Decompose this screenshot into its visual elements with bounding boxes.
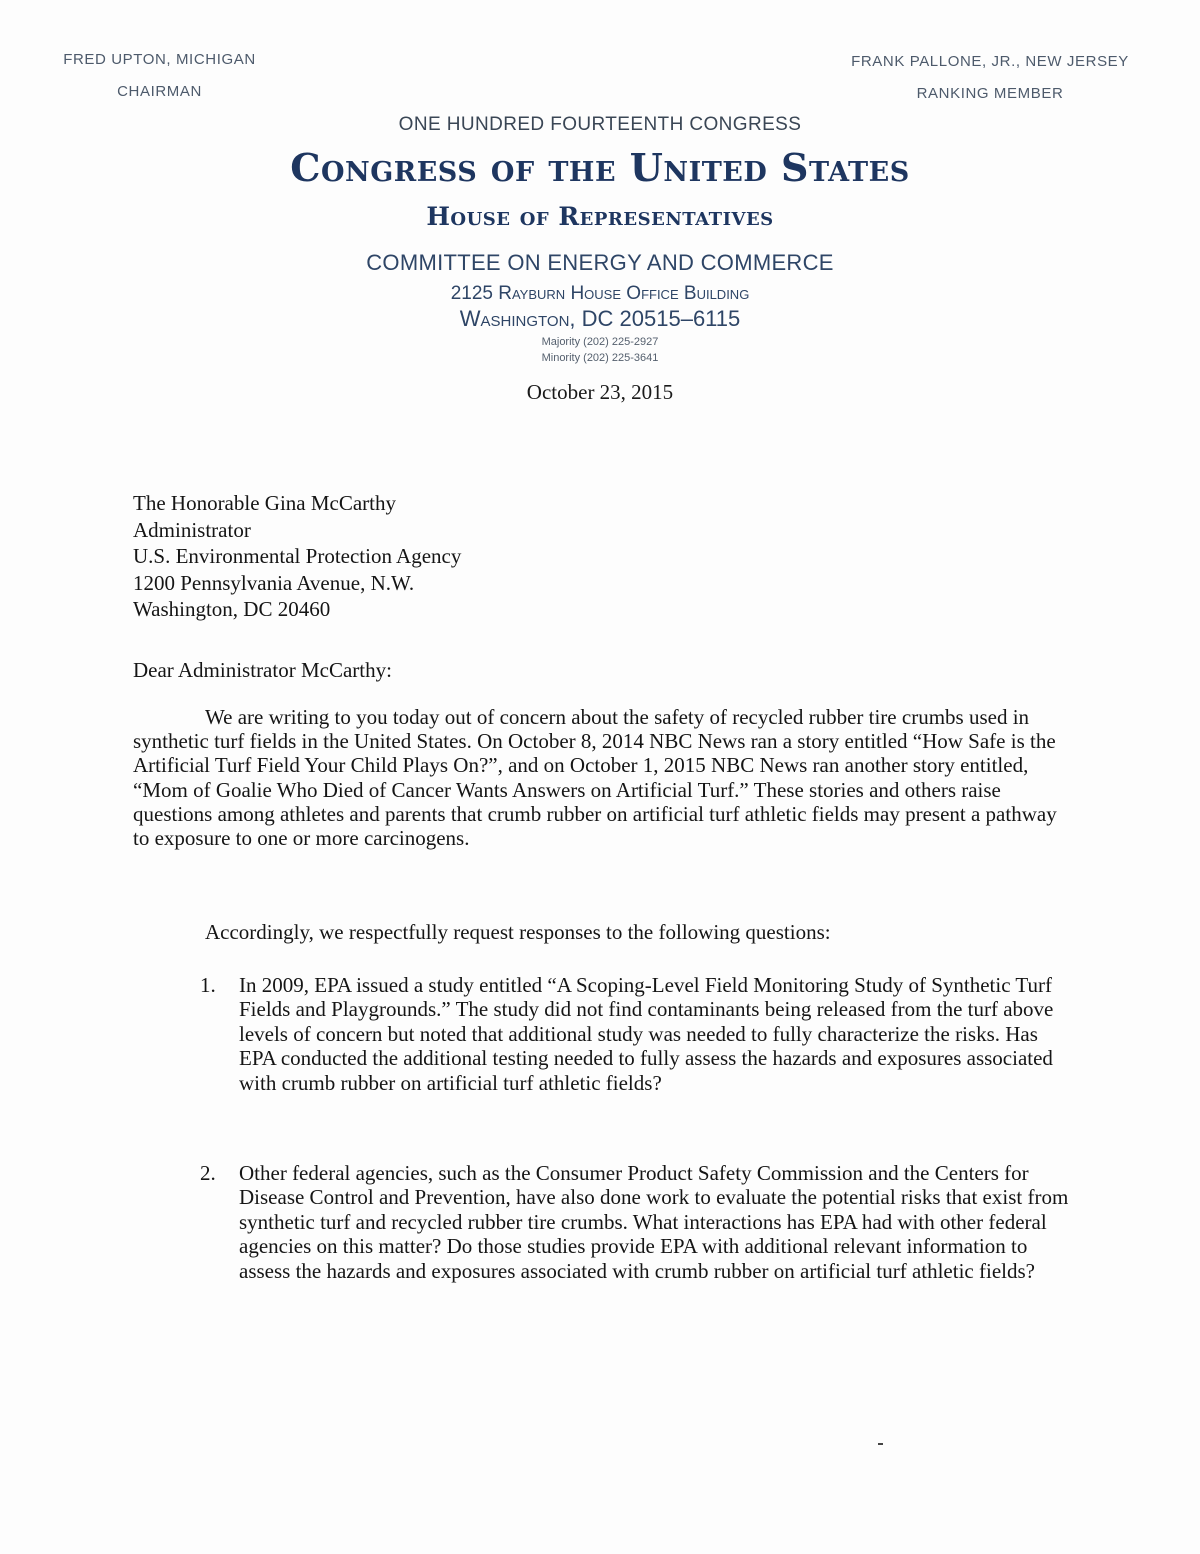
office-address-line2: Washington, DC 20515–6115 [459,306,741,331]
recipient-line: U.S. Environmental Protection Agency [133,544,462,568]
body-paragraph: We are writing to you today out of concern about the safety of recycled rubber tire crumbs used in synthetic turf fields in the United States. On October 8, 2014 NBC News ran a story entitled “How Safe is the Artificial Turf Field Your Child Plays On?”, and on October 1, 2015 NBC News ran another story entitled, “Mom of Goalie Who Died of Cancer Wants Answers on Artificial Turf.” These stories and others raise questions among athletes and parents that crumb rubber on artificial turf athletic fields may present a pathway to exposure to one or more carcinogens. [133,705,1057,851]
recipient-line: The Honorable Gina McCarthy [133,491,397,515]
scan-speck [878,1443,883,1445]
ranking-member-title: RANKING MEMBER [916,85,1064,102]
question-text: Other federal agencies, such as the Consumer Product Safety Commission and the Centers for Disease Control and Prevention, have also done work to evaluate the potential risks that exist from synthetic turf and recycled rubber tire crumbs. What interactions has EPA had with other federal agencies on this matter? Do those studies provide EPA with additional relevant information to assess the hazards and exposures associated with crumb rubber on artificial turf athletic fields? [239,1161,1069,1283]
office-address-line1: 2125 Rayburn House Office Building [450,283,750,304]
minority-phone: Minority (202) 225-3641 [541,352,659,364]
committee-name: COMMITTEE ON ENERGY AND COMMERCE [366,250,834,275]
request-paragraph: Accordingly, we respectfully request responses to the following questions: [205,920,831,944]
salutation: Dear Administrator McCarthy: [133,658,392,682]
letter-date: October 23, 2015 [526,380,674,404]
majority-phone: Majority (202) 225-2927 [541,336,659,348]
question-item [200,1161,1070,1283]
question-number: 2. [200,1161,216,1185]
house-title: House of Representatives [426,202,774,231]
recipient-line: 1200 Pennsylvania Avenue, N.W. [133,570,415,595]
recipient-address [133,490,461,623]
question-text: In 2009, EPA issued a study entitled “A Scoping-Level Field Monitoring Study of Synthetic Turf Fields and Playgrounds.” The study did not find contaminants being released from the turf above levels of concern but noted that additional study was needed to fully characterize the risks. Has EPA conducted the additional testing needed to fully assess the hazards and exposures associated with crumb rubber on artificial turf athletic fields? [239,973,1054,1095]
congress-number: ONE HUNDRED FOURTEENTH CONGRESS [398,114,802,135]
congress-title: Congress of the United States [290,145,910,190]
recipient-line: Washington, DC 20460 [133,597,331,621]
chairman-name: FRED UPTON, MICHIGAN [63,51,256,68]
question-number: 1. [200,973,216,997]
recipient-line: Administrator [133,517,251,542]
chairman-title: CHAIRMAN [117,83,202,100]
chairman-block [52,44,267,108]
ranking-member-block [835,46,1145,110]
ranking-member-name: FRANK PALLONE, JR., NEW JERSEY [851,53,1129,70]
question-item [200,973,1070,1095]
